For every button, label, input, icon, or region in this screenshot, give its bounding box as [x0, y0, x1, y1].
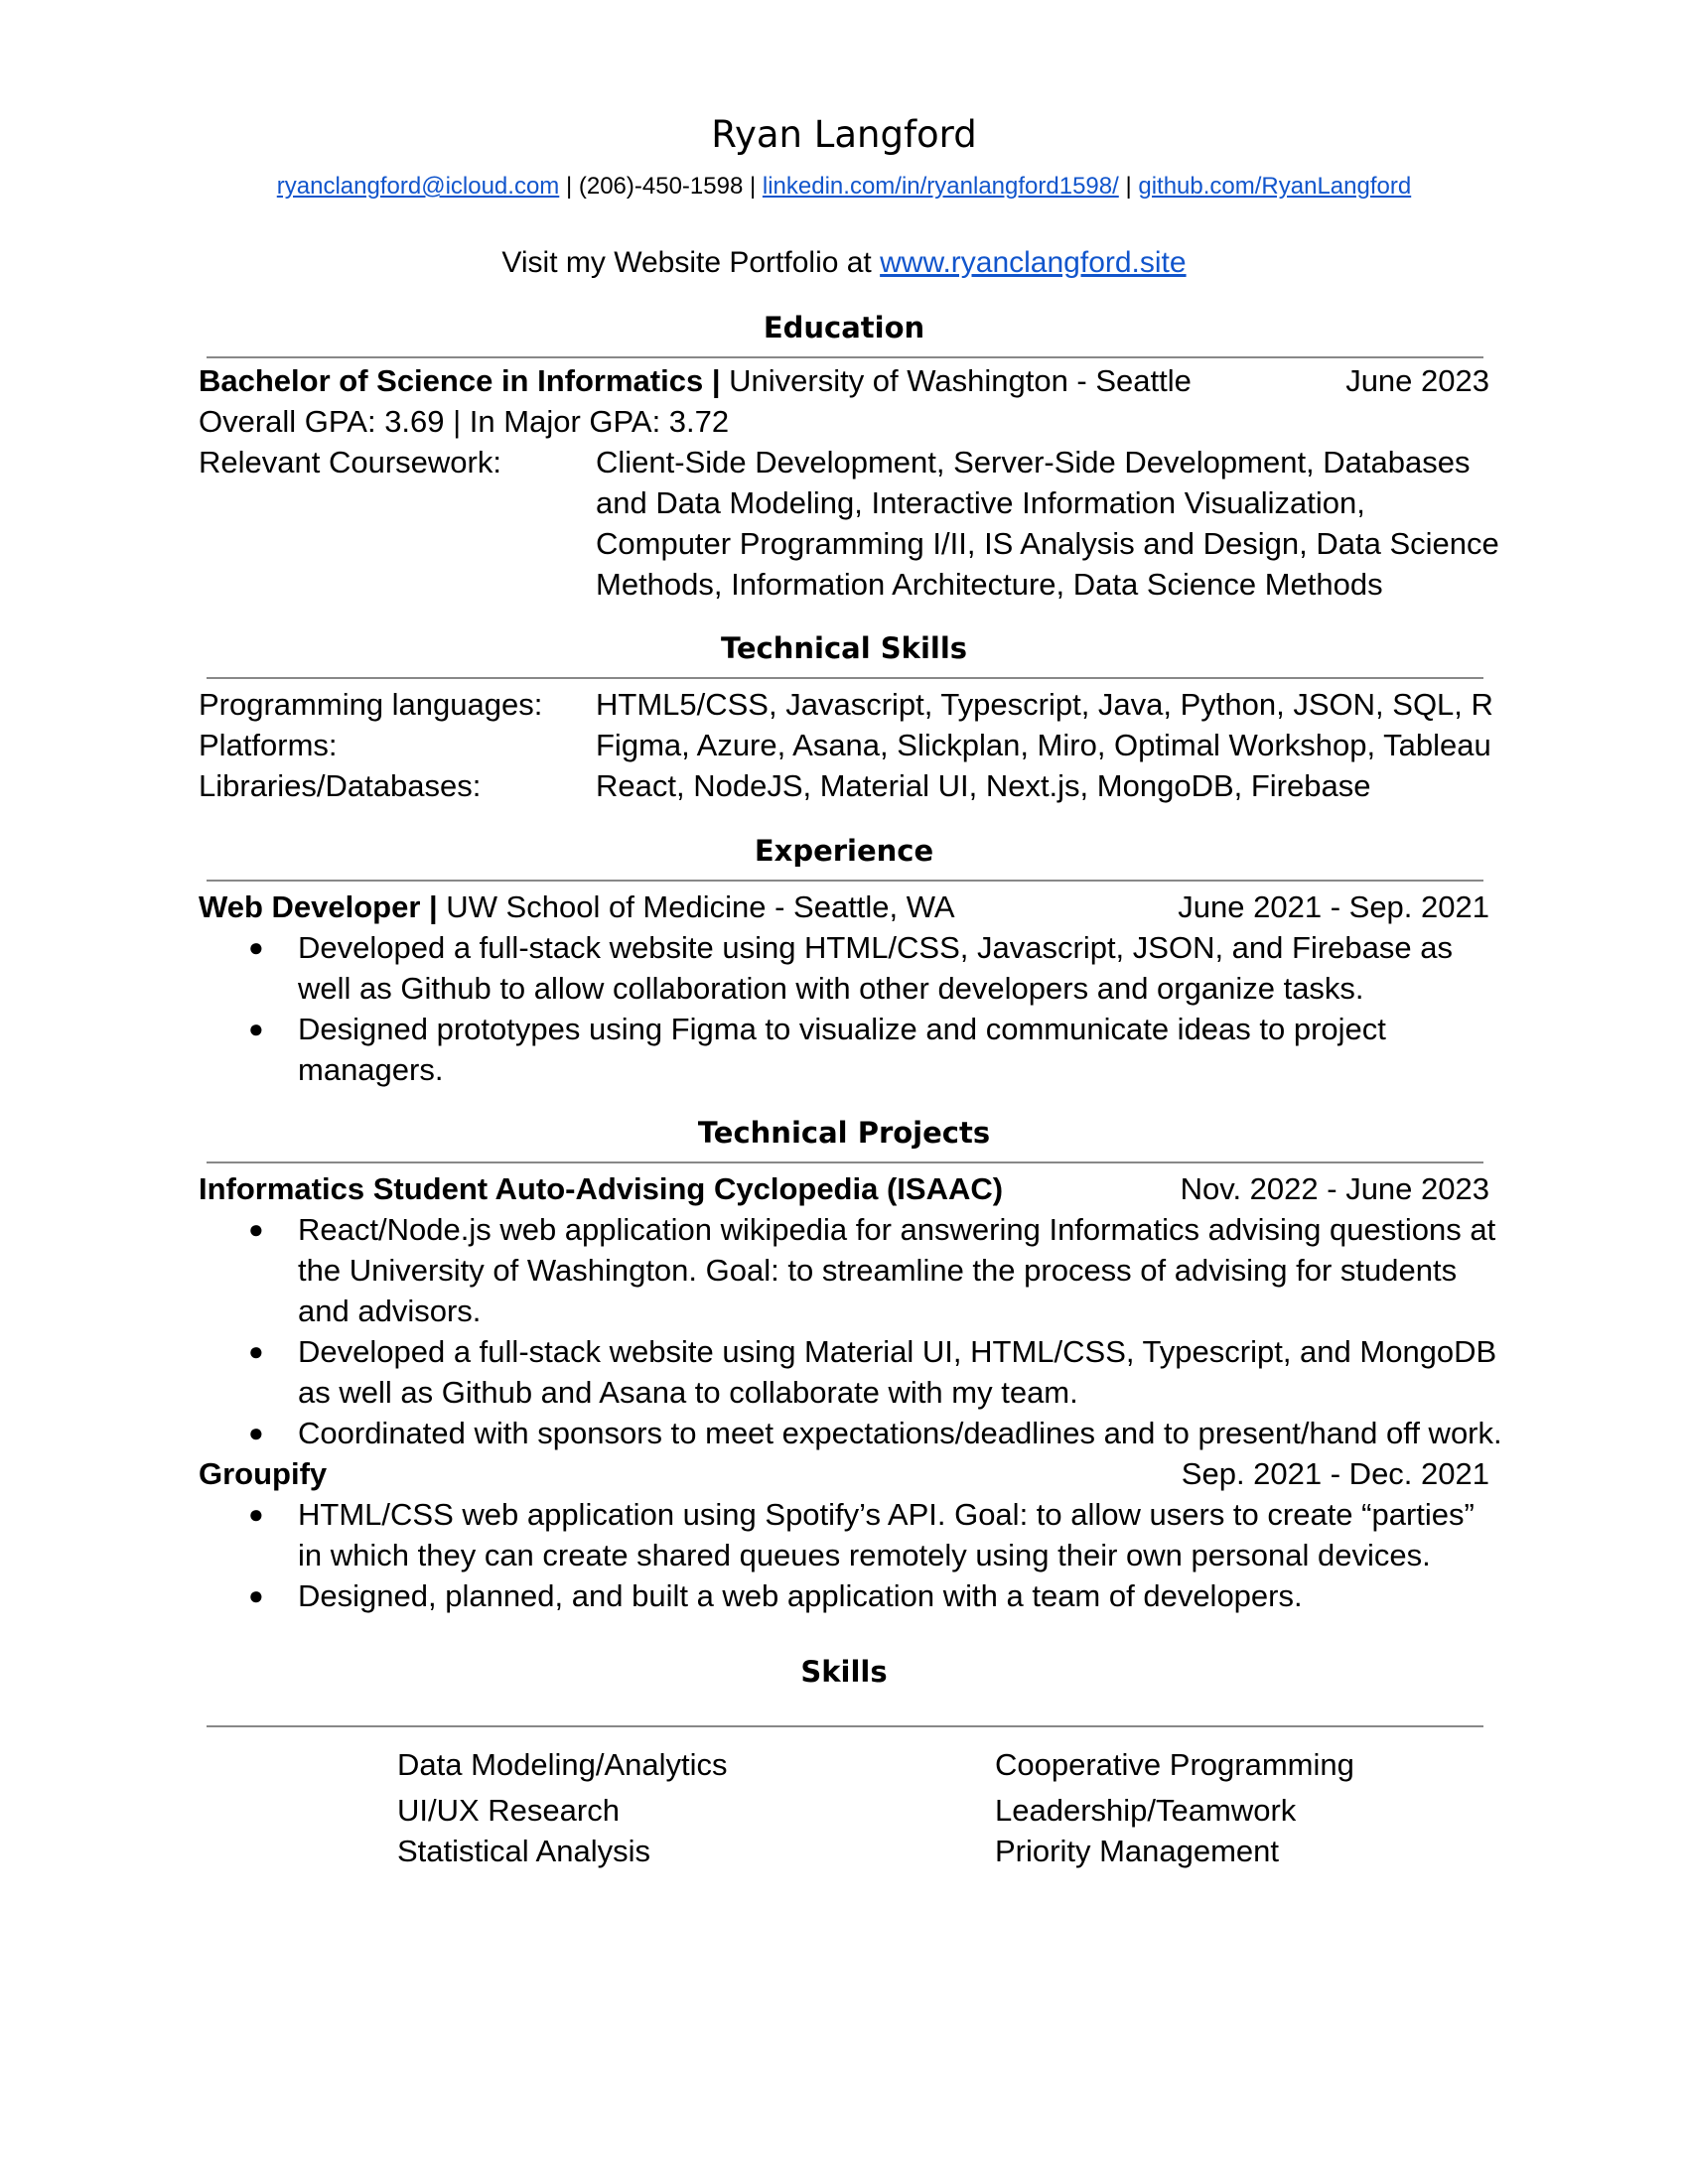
skill-row-value: HTML5/CSS, Javascript, Typescript, Java, Python, JSON, SQL, R — [596, 687, 1493, 722]
skill-row-value: React, NodeJS, Material UI, Next.js, MongoDB, Firebase — [596, 768, 1371, 803]
coursework-list: Client-Side Development, Server-Side Development, Databases and Data Modeling, Interactive Information Visualization, Computer Programming I/II, IS Analysis and Design, Data Science Methods, Information Architecture, Data Science Methods — [596, 445, 1499, 602]
bullet-icon: ● — [248, 1336, 264, 1366]
coursework-label: Relevant Coursework: — [199, 445, 501, 479]
bullet-icon: ● — [248, 932, 264, 962]
section-divider — [207, 677, 1483, 679]
role-title: Web Developer | — [199, 889, 438, 924]
education-degree-line — [199, 360, 1489, 401]
email-link[interactable]: ryanclangford@icloud.com — [276, 173, 560, 200]
project-title-line — [199, 1453, 1489, 1494]
project-name: Informatics Student Auto-Advising Cyclopedia (ISAAC) — [199, 1171, 1004, 1206]
project-bullets — [199, 1494, 1499, 1616]
list-item: ● Designed prototypes using Figma to visualize and communicate ideas to project managers. — [199, 1009, 1499, 1090]
portfolio-link[interactable]: www.ryanclangford.site — [880, 246, 1187, 279]
skill-item: Leadership/Teamwork — [995, 1793, 1297, 1828]
bullet-icon: ● — [248, 1418, 264, 1447]
project-date: Sep. 2021 - Dec. 2021 — [1181, 1456, 1489, 1491]
skill-item: UI/UX Research — [397, 1793, 620, 1828]
project-name: Groupify — [199, 1456, 328, 1491]
experience-role-line — [199, 887, 1489, 927]
contact-separator: | — [743, 173, 763, 200]
project-title-line — [199, 1168, 1489, 1209]
section-title-experience: Experience — [754, 834, 934, 868]
project-date: Nov. 2022 - June 2023 — [1180, 1171, 1489, 1206]
skill-row-label: Libraries/Databases: — [199, 768, 482, 803]
resume-name: Ryan Langford — [711, 113, 977, 156]
section-title-skills: Skills — [800, 1655, 888, 1689]
skill-row-label: Platforms: — [199, 728, 338, 762]
skill-item: Data Modeling/Analytics — [397, 1747, 728, 1782]
employer-name: UW School of Medicine - Seattle, WA — [437, 889, 955, 924]
skill-item: Statistical Analysis — [397, 1834, 650, 1868]
section-divider — [207, 880, 1483, 882]
skill-row-value: Figma, Azure, Asana, Slickplan, Miro, Optimal Workshop, Tableau — [596, 728, 1491, 762]
list-item: ● Developed a full-stack website using HTML/CSS, Javascript, JSON, and Firebase as well as Github to allow collaboration with other developers and organize tasks. — [199, 927, 1499, 1009]
education-date: June 2023 — [1345, 363, 1489, 398]
gpa-line: Overall GPA: 3.69 | In Major GPA: 3.72 — [199, 404, 730, 439]
contact-separator: | — [1118, 173, 1139, 200]
contact-separator: | — [559, 173, 579, 200]
portfolio-prefix: Visit my Website Portfolio at — [501, 246, 881, 279]
experience-date: June 2021 - Sep. 2021 — [1178, 889, 1489, 924]
school-name: University of Washington - Seattle — [720, 363, 1192, 398]
skill-row-label: Programming languages: — [199, 687, 543, 722]
portfolio-line — [0, 246, 1688, 280]
section-title-technical-skills: Technical Skills — [720, 631, 968, 665]
list-item: ● Developed a full-stack website using Material UI, HTML/CSS, Typescript, and MongoDB as well as Github and Asana to collaborate with my team. — [199, 1331, 1499, 1413]
contact-line — [0, 173, 1688, 201]
github-link[interactable]: github.com/RyanLangford — [1138, 173, 1412, 200]
linkedin-link[interactable]: linkedin.com/in/ryanlangford1598/ — [762, 173, 1119, 200]
bullet-icon: ● — [248, 1499, 264, 1529]
list-item: ● HTML/CSS web application using Spotify’s API. Goal: to allow users to create “parties” in which they can create shared queues remotely using their own personal devices. — [199, 1494, 1499, 1575]
section-divider — [207, 1725, 1483, 1727]
skill-item: Priority Management — [995, 1834, 1280, 1868]
bullet-icon: ● — [248, 1214, 264, 1244]
section-divider — [207, 356, 1483, 358]
section-title-technical-projects: Technical Projects — [697, 1116, 991, 1150]
experience-bullets — [199, 927, 1499, 1090]
section-title-education: Education — [763, 311, 925, 344]
phone-number: (206)-450-1598 — [578, 173, 744, 200]
project-bullets — [199, 1209, 1502, 1453]
bullet-icon: ● — [248, 1014, 264, 1043]
list-item: ● React/Node.js web application wikipedia for answering Informatics advising questions at the University of Washington. Goal: to streamline the process of advising for students and advisors. — [199, 1209, 1499, 1331]
skill-item: Cooperative Programming — [995, 1747, 1354, 1782]
degree-title: Bachelor of Science in Informatics | — [199, 363, 721, 398]
list-item: ● Coordinated with sponsors to meet expectations/deadlines and to present/hand off work. — [199, 1413, 1499, 1453]
list-item: ● Designed, planned, and built a web application with a team of developers. — [199, 1575, 1499, 1616]
bullet-icon: ● — [248, 1580, 264, 1610]
section-divider — [207, 1161, 1483, 1163]
